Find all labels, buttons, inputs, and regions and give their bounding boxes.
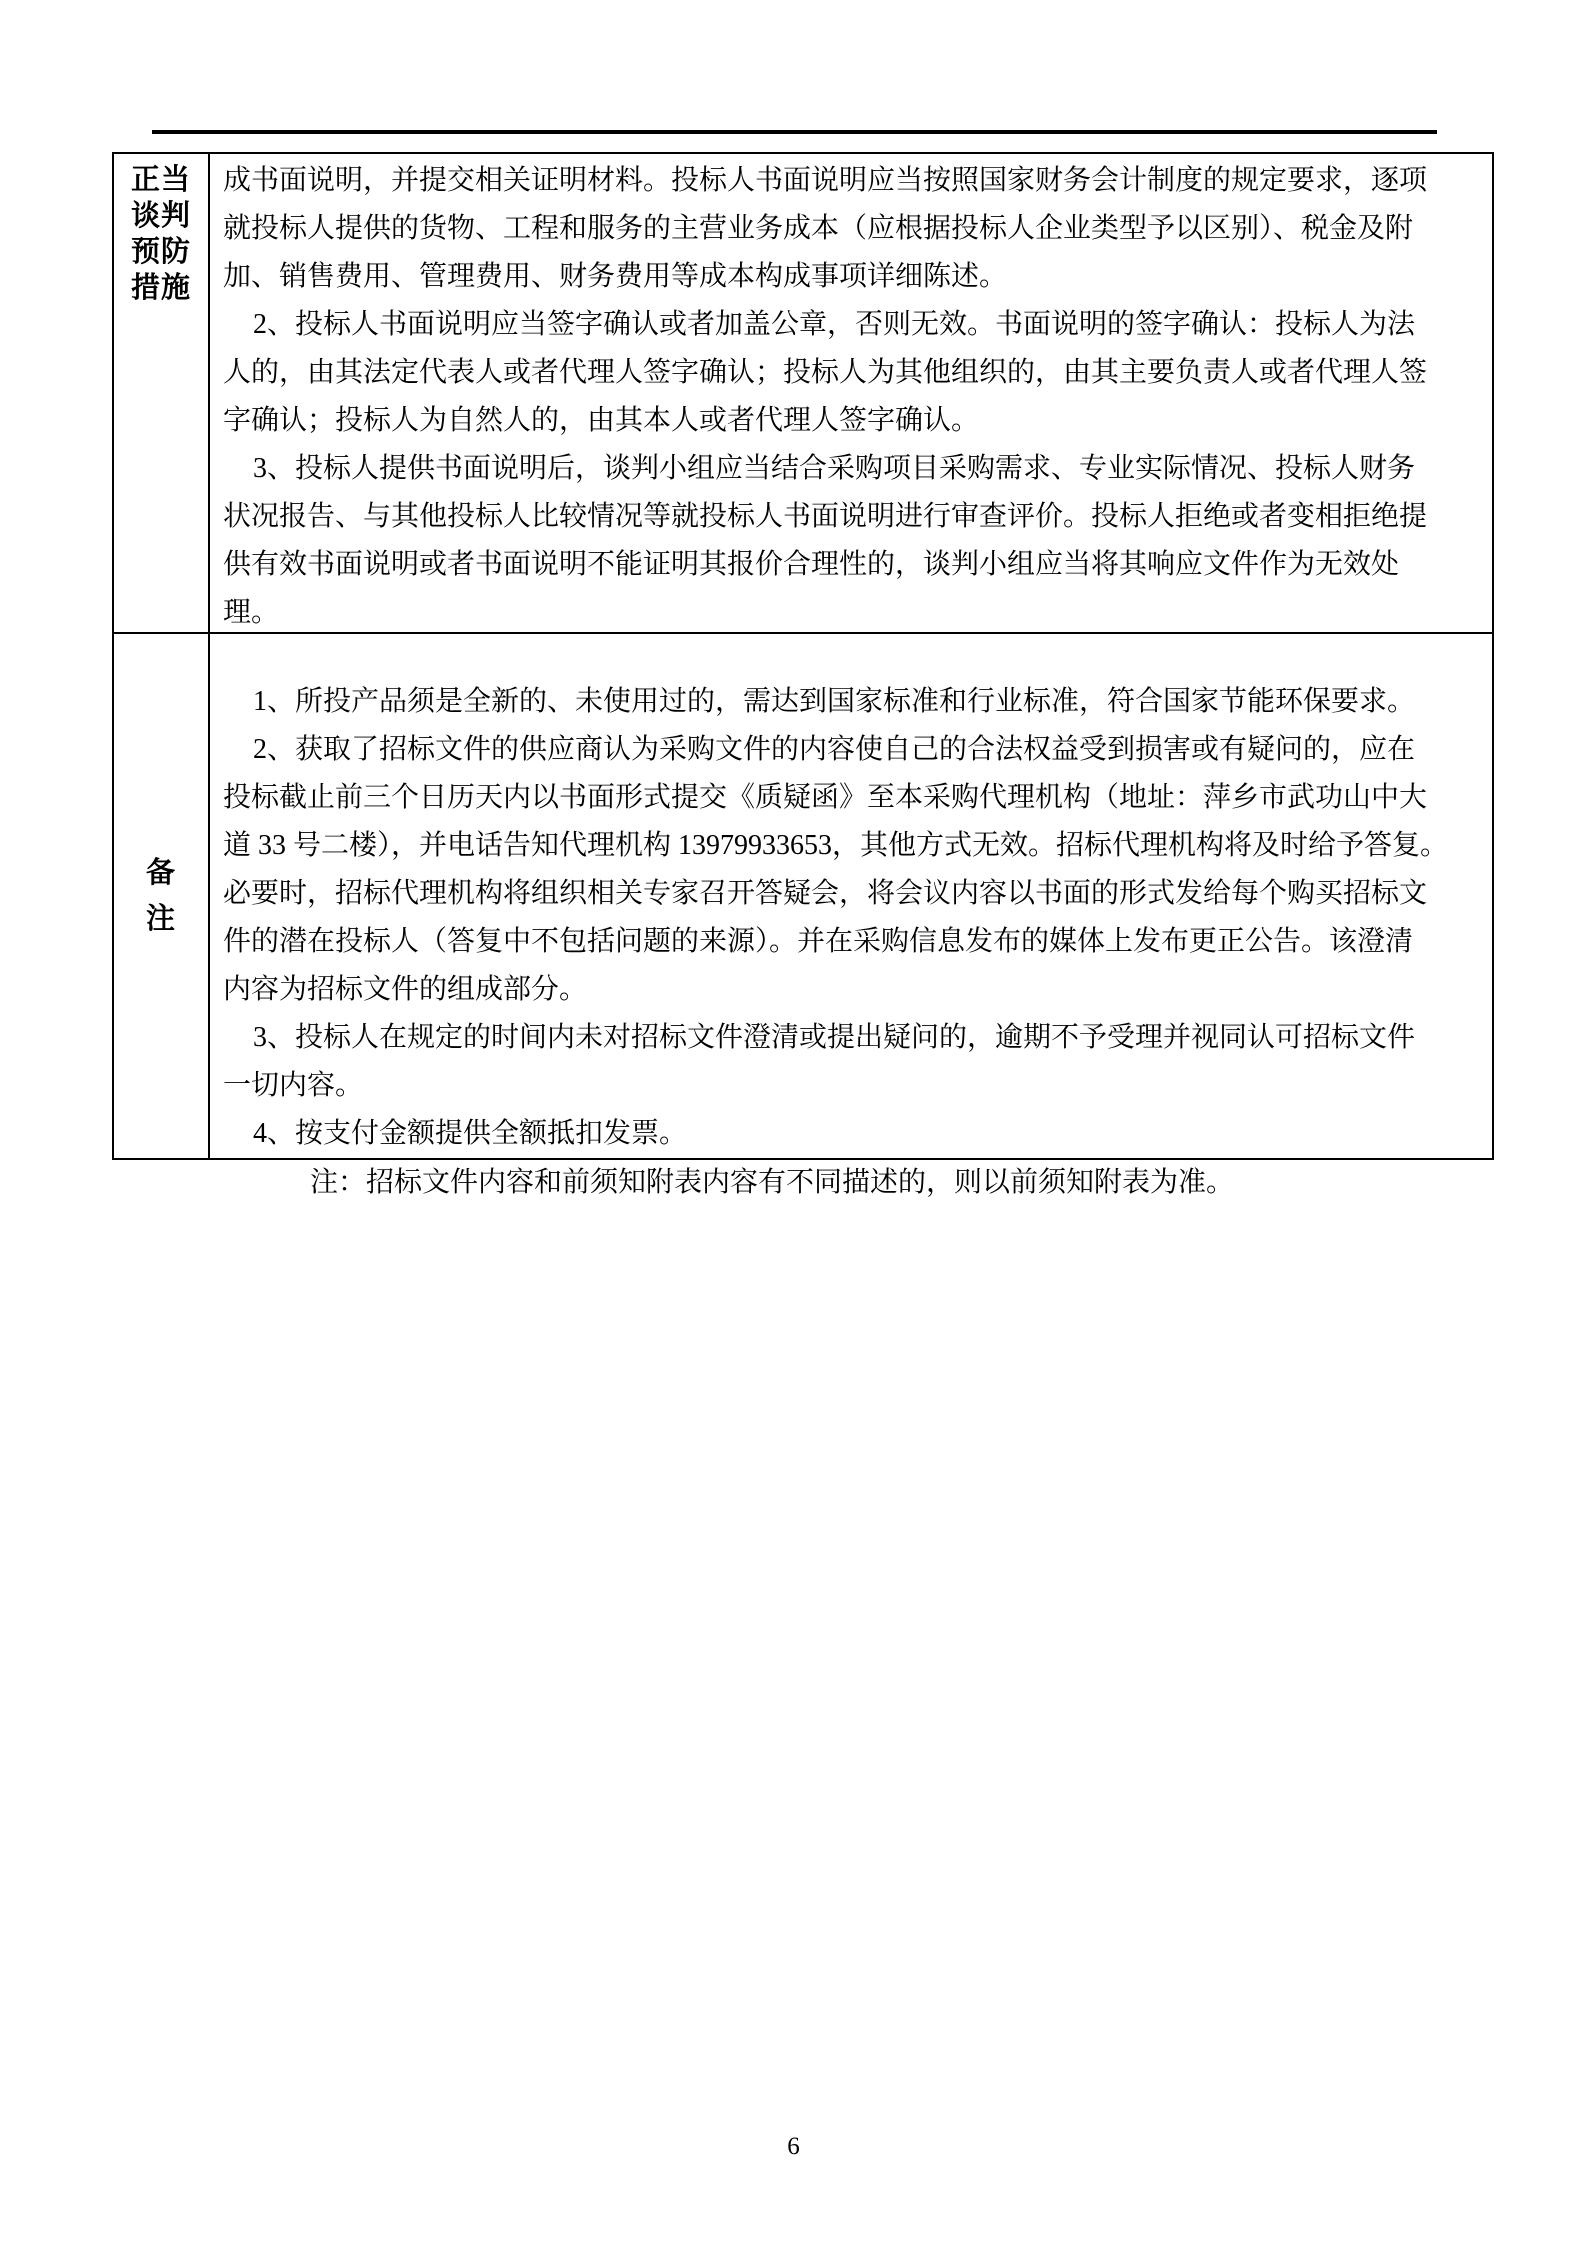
- text-line: 供有效书面说明或者书面说明不能证明其报价合理性的，谈判小组应当将其响应文件作为无效处: [223, 549, 1400, 580]
- header-text-line: 注: [145, 903, 176, 935]
- text-line: 理。: [223, 597, 280, 628]
- header-text-line: 备: [145, 857, 176, 889]
- text-line: 必要时，招标代理机构将组织相关专家召开答疑会，将会议内容以书面的形式发给每个购买招标文: [223, 878, 1428, 909]
- page-number: 6: [787, 2133, 800, 2160]
- text-line: 人的，由其法定代表人或者代理人签字确认；投标人为其他组织的，由其主要负责人或者代理人签: [223, 357, 1428, 388]
- text-line: 2、投标人书面说明应当签字确认或者加盖公章，否则无效。书面说明的签字确认：投标人为法: [253, 309, 1416, 340]
- text-line: 字确认；投标人为自然人的，由其本人或者代理人签字确认。: [223, 405, 980, 436]
- text-line: 3、投标人在规定的时间内未对招标文件澄清或提出疑问的，逾期不予受理并视同认可招标文件: [253, 1022, 1416, 1053]
- text-line: 1、所投产品须是全新的、未使用过的，需达到国家标准和行业标准，符合国家节能环保要求。: [253, 686, 1416, 717]
- text-line: 4、按支付金额提供全额抵扣发票。: [253, 1118, 688, 1149]
- row-header-prevention-measures: [114, 154, 210, 632]
- header-text-line: 预防: [130, 236, 191, 268]
- header-text-line: 正当: [130, 164, 191, 196]
- header-text-line: 措施: [130, 272, 191, 304]
- text-line: 3、投标人提供书面说明后，谈判小组应当结合采购项目采购需求、专业实际情况、投标人财务: [253, 453, 1416, 484]
- text-line: 投标截止前三个日历天内以书面形式提交《质疑函》至本采购代理机构（地址：萍乡市武功山中大: [223, 782, 1428, 813]
- text-line: 内容为招标文件的组成部分。: [223, 974, 588, 1005]
- header-text-line: 谈判: [130, 200, 191, 232]
- row-header-remarks: [114, 634, 210, 1158]
- remarks-content: [210, 634, 1492, 1158]
- text-line: 成书面说明，并提交相关证明材料。投标人书面说明应当按照国家财务会计制度的规定要求，逐项: [223, 165, 1428, 196]
- text-line: 就投标人提供的货物、工程和服务的主营业务成本（应根据投标人企业类型予以区别）、税金及附: [223, 213, 1414, 244]
- bid-notice-table: [112, 152, 1494, 1160]
- footnote: 注：招标文件内容和前须知附表内容有不同描述的，则以前须知附表为准。: [310, 1167, 1235, 1198]
- text-line: 状况报告、与其他投标人比较情况等就投标人书面说明进行审查评价。投标人拒绝或者变相拒绝提: [223, 501, 1428, 532]
- prevention-measures-content: [210, 154, 1492, 632]
- text-line: 件的潜在投标人（答复中不包括问题的来源）。并在采购信息发布的媒体上发布更正公告。该澄清: [223, 926, 1414, 957]
- text-line: 2、获取了招标文件的供应商认为采购文件的内容使自己的合法权益受到损害或有疑问的，应在: [253, 734, 1416, 765]
- text-line: 一切内容。: [223, 1070, 364, 1101]
- prevention-measures-row: [114, 154, 1492, 634]
- remarks-row: [114, 634, 1492, 1158]
- text-line: 加、销售费用、管理费用、财务费用等成本构成事项详细陈述。: [223, 261, 1008, 292]
- header-rule: [152, 130, 1437, 134]
- text-line: 道 33 号二楼），并电话告知代理机构 13979933653，其他方式无效。招标代理机构将及时给予答复。: [223, 830, 1449, 861]
